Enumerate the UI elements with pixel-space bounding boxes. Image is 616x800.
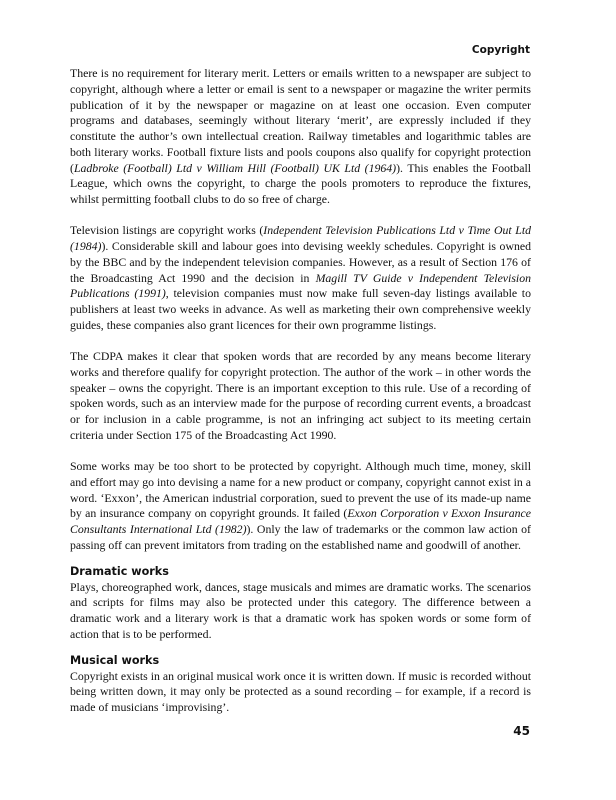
case-citation: Magill TV Guide v Independent Television Publications (1991) (70, 270, 531, 301)
paragraph-television-listings (70, 223, 531, 333)
page-number: 45 (513, 724, 530, 738)
case-citation: Independent Television Publications Ltd v Time Out Ltd (1984) (70, 223, 531, 253)
paragraph-text: ). Only the law of trademarks or the common law action of passing off can prevent imitators from trading on the established name and goodwill of another. (70, 522, 531, 552)
paragraph-text: Some works may be too short to be protected by copyright. Although much time, money, skill and effort may go into devising a name for a new product or company, copyright cannot exist in a word. ‘Exxon’, the American industrial corporation, sued to prevent the use of its made-up name by an insurance company on copyright grounds. It failed ( (70, 459, 531, 521)
running-head: Copyright (471, 44, 530, 56)
paragraph-text: ). This enables the Football League, which owns the copyright, to charge the pools promoters to reproduce the fixtures, whilst permitting football clubs to do so free of charge. (70, 160, 532, 206)
paragraph-text: , television companies must now make full seven-day listings available to publishers at least two weeks in advance. As well as marketing their own comprehensive weekly guides, these companies also grant licences for their own programme listings. (70, 286, 531, 332)
paragraph-short-works (70, 459, 531, 554)
paragraph-dramatic-works: Plays, choreographed work, dances, stage musicals and mimes are dramatic works. The scenarios and scripts for films may also be protected under this category. The difference between a dramatic work and a literary work is that a dramatic work has spoken words or some form of action that is to be performed. (70, 579, 531, 641)
paragraph-spoken-words: The CDPA makes it clear that spoken words that are recorded by any means become literary works and therefore qualify for copyright protection. The author of the work – in other words the speaker – owns the copyright. There is an important exception to this rule. Use of a recording of spoken words, such as an interview made for the purpose of recording current events, a broadcast or for inclusion in a cable programme, is not an infringing act subject to its meeting certain criteria under Section 175 of the Broadcasting Act 1990. (70, 349, 531, 442)
page-body (70, 66, 531, 731)
paragraph-text: There is no requirement for literary merit. Letters or emails written to a newspaper are subject to copyright, although where a letter or email is sent to a newspaper or magazine the writer permits publication of it by the newspaper or magazine on at least one occasion. Even computer programs and databases, seemingly without literary ‘merit’, are expressly included if they constitute the author’s own intellectual creation. Railway timetables and logarithmic tables are both literary works. Football fixture lists and pools coupons also qualify for copyright protection ( (70, 66, 531, 175)
case-citation: Exxon Corporation v Exxon Insurance Consultants International Ltd (1982) (70, 506, 532, 536)
paragraph-literary-merit (70, 66, 531, 208)
section-heading-dramatic-works: Dramatic works (70, 564, 169, 578)
case-citation: Ladbroke (Football) Ltd v William Hill (Football) UK Ltd (1964) (73, 160, 397, 175)
paragraph-text: ). Considerable skill and labour goes into devising weekly schedules. Copyright is owned by the BBC and by the independent television companies. However, as a result of Section 176 of the Broadcasting Act 1990 and the decision in (70, 239, 531, 285)
paragraph-text: Television listings are copyright works ( (70, 223, 264, 238)
section-heading-musical-works: Musical works (70, 653, 160, 667)
paragraph-musical-works: Copyright exists in an original musical work once it is written down. If music is recorded without being written down, it may only be protected as a sound recording – for example, if a record is made of musicians ‘improvising’. (70, 668, 531, 714)
